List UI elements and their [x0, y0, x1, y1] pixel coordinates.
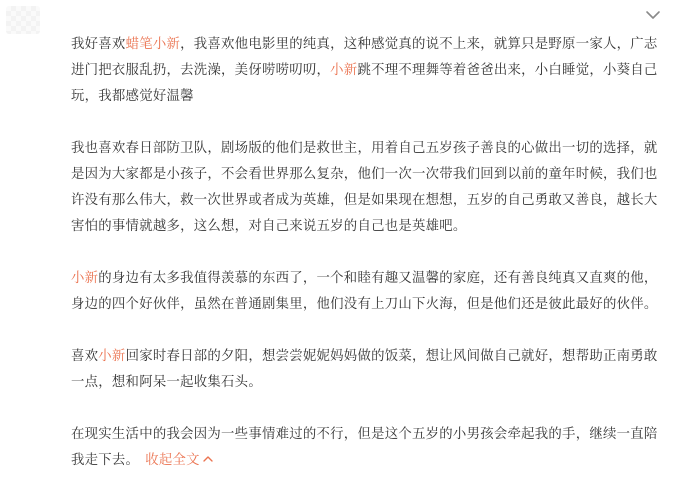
- text: 跳不理不理舞等着爸爸出来，小白睡觉，小葵自己玩，我都感觉好温馨: [71, 63, 658, 104]
- text: 在现实生活中的我会因为一些事情难过的不行，但是这个五岁的小男孩会牵起我的手，继续一直陪我走下去。: [71, 427, 658, 468]
- text: 我好喜欢: [71, 37, 126, 52]
- collapse-label[interactable]: 收起全文: [145, 453, 200, 468]
- paragraph-1: [71, 32, 667, 110]
- paragraph-2: [71, 136, 667, 240]
- paragraph-3: [71, 266, 667, 318]
- topic-link[interactable]: 小新: [98, 349, 126, 364]
- topic-link[interactable]: 小新: [330, 63, 358, 78]
- chevron-up-icon[interactable]: [202, 454, 214, 464]
- collapse-button[interactable]: [145, 453, 214, 468]
- text: ，我喜欢他电影里的纯真，这种感觉真的说不上来，就算只是野原一家人，广志进门把衣服乱扔，去洗澡，美伢唠唠叨叨，: [71, 37, 658, 78]
- paragraph-5: [71, 422, 667, 474]
- topic-link[interactable]: 小新: [71, 271, 99, 286]
- text: 我也喜欢春日部防卫队，剧场版的他们是救世主，用着自己五岁孩子善良的心做出一切的选择，就是因为大家都是小孩子，不会看世界那么复杂，他们一次一次带我们回到以前的童年时候，我们也许没有那么伟大，救一次世界或者成为英雄，但是如果现在想想，五岁的自己勇敢又善良，越长大害怕的事情就越多，这么想，对自己来说五岁的自己也是英雄吧。: [71, 141, 658, 234]
- text: 喜欢: [71, 349, 99, 364]
- avatar[interactable]: [6, 6, 40, 34]
- chevron-down-icon[interactable]: [644, 6, 662, 24]
- post-body: [71, 32, 667, 474]
- text: 的身边有太多我值得羡慕的东西了，一个和睦有趣又温馨的家庭，还有善良纯真又直爽的他，身边的四个好伙伴，虽然在普通剧集里，他们没有上刀山下火海，但是他们还是彼此最好的伙伴。: [71, 271, 658, 312]
- topic-link[interactable]: 蜡笔小新: [125, 37, 181, 52]
- text: 回家时春日部的夕阳，想尝尝妮妮妈妈做的饭菜，想让风间做自己就好，想帮助正南勇敢一点，想和阿呆一起收集石头。: [71, 349, 658, 390]
- paragraph-4: [71, 344, 667, 396]
